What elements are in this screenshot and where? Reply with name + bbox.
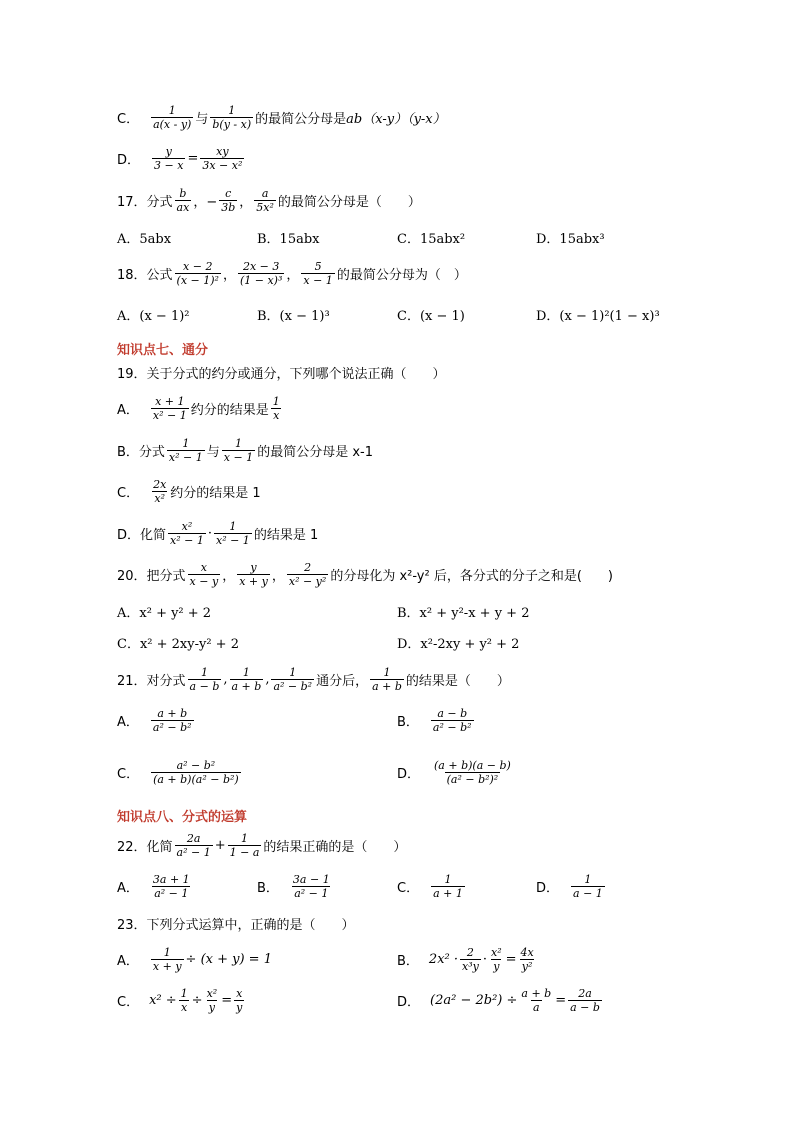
- denominator: a − 1: [573, 886, 603, 900]
- q22-option-c: [397, 866, 467, 906]
- q19-option-d: [117, 513, 318, 553]
- numerator: 1: [444, 872, 452, 886]
- text: 的结果是（ ）: [405, 673, 510, 689]
- denominator: x − y: [189, 574, 219, 588]
- text: D．: [117, 152, 141, 168]
- denominator: x − 1: [303, 273, 333, 287]
- denominator: a² − b²: [432, 720, 472, 734]
- numerator: 1: [228, 103, 236, 117]
- denominator: y: [493, 959, 500, 973]
- q19-option-a: [117, 388, 284, 428]
- denominator: 5x²: [256, 200, 274, 214]
- numerator: a: [261, 186, 269, 200]
- numerator: 1: [584, 872, 592, 886]
- text: D．(x − 1)²(1 − x)³: [536, 308, 660, 324]
- fraction: [205, 987, 220, 1014]
- numerator: b: [179, 186, 187, 200]
- q18-option-b: [257, 296, 330, 332]
- text: A．: [117, 953, 139, 969]
- numerator: 1: [182, 436, 190, 450]
- numerator: x²: [206, 986, 218, 1000]
- fraction: [152, 145, 185, 172]
- fraction: [230, 666, 264, 693]
- q17-option-a: [117, 219, 171, 255]
- text: 与: [206, 444, 220, 460]
- q16-option-c: C． $\frac{1}{a(x - y)}$ 与 $\frac{1}{b(y - x)}$ 的最简公分母是 ab（x-y）（y-x）: [117, 103, 446, 131]
- numerator: 1: [168, 103, 176, 117]
- denominator: x + y: [152, 959, 182, 973]
- q18-option-c: [397, 296, 465, 332]
- q21-option-a: [117, 700, 196, 740]
- text: B．: [397, 953, 419, 969]
- text: 的最简公分母是 x-1: [257, 444, 373, 460]
- denominator: x² − 1: [215, 533, 250, 547]
- numerator: 1: [383, 665, 391, 679]
- q18-stem: [117, 253, 467, 293]
- fraction: [432, 759, 513, 786]
- denominator: (x − 1)²: [176, 273, 219, 287]
- denominator: a − b: [189, 679, 220, 693]
- text: 约分的结果是: [190, 402, 269, 418]
- q19-option-b: [117, 430, 373, 470]
- numerator: 3a − 1: [292, 872, 330, 886]
- q22-option-b: [257, 866, 334, 906]
- fraction: [238, 260, 284, 287]
- fraction: [271, 395, 282, 422]
- q23-stem: [117, 903, 355, 943]
- section-heading: 知识点七、通分: [117, 343, 209, 358]
- denominator: x³y: [462, 959, 479, 973]
- q20-option-c: [117, 624, 239, 660]
- text: ，: [222, 568, 236, 584]
- fraction: [234, 987, 244, 1014]
- numerator: 1: [163, 945, 171, 959]
- denominator: a² − 1: [294, 886, 329, 900]
- text: B．: [257, 880, 279, 896]
- denominator: y²: [521, 959, 533, 973]
- q17-option-d: [536, 219, 605, 255]
- denominator: (a + b)(a² − b²): [153, 772, 239, 786]
- section-heading: 知识点八、分式的运算: [117, 810, 248, 825]
- text: D．15abx³: [536, 231, 605, 247]
- q21-stem: [117, 659, 510, 699]
- numerator: 1: [289, 665, 297, 679]
- text: =: [555, 992, 567, 1008]
- text: A．(x − 1)²: [117, 308, 190, 324]
- fraction: [151, 873, 192, 900]
- text: =: [221, 992, 233, 1008]
- numerator: a + b: [521, 986, 552, 1000]
- numerator: 2: [466, 945, 474, 959]
- text: D．x²-2xy + y² + 2: [397, 636, 520, 652]
- denominator: a(x - y): [153, 117, 192, 131]
- numerator: y: [250, 560, 257, 574]
- text: 2x² ·: [428, 951, 459, 967]
- text: 的结果是 1: [253, 527, 319, 543]
- numerator: 1: [234, 436, 242, 450]
- denominator: 1 − a: [229, 845, 260, 859]
- text: ，: [222, 267, 236, 283]
- q17-stem: [117, 180, 421, 220]
- fraction: [519, 946, 536, 973]
- fraction: [287, 561, 328, 588]
- text: C．: [397, 880, 420, 896]
- text: 的最简公分母是（ ）: [277, 194, 421, 210]
- text: ·: [207, 525, 212, 541]
- q23-option-d: [397, 980, 604, 1020]
- text: +: [214, 837, 226, 853]
- text: x² ÷: [149, 992, 177, 1008]
- denominator: a + 1: [433, 886, 463, 900]
- numerator: 1: [200, 665, 208, 679]
- text: C．: [117, 485, 140, 501]
- fraction: [179, 987, 190, 1014]
- text: ，: [271, 568, 285, 584]
- text: B．: [397, 714, 419, 730]
- q17-option-b: [257, 219, 320, 255]
- q18-option-d: [536, 296, 660, 332]
- text: 的最简公分母为（ ）: [336, 267, 467, 283]
- numerator: a − b: [437, 706, 468, 720]
- numerator: 1: [242, 665, 250, 679]
- text: 19．关于分式的约分或通分，下列哪个说法正确（ ）: [117, 366, 446, 382]
- fraction: [222, 437, 255, 464]
- fraction: [210, 104, 253, 131]
- fraction: [519, 987, 553, 1014]
- text: D．: [397, 766, 421, 782]
- numerator: x²: [490, 945, 502, 959]
- q22-option-a: [117, 866, 194, 906]
- fraction: [370, 666, 404, 693]
- fraction: [214, 520, 252, 547]
- fraction: [151, 759, 241, 786]
- text: C．: [117, 994, 140, 1010]
- numerator: 2a: [186, 831, 201, 845]
- q20-stem: [117, 554, 613, 594]
- fraction: [151, 104, 193, 131]
- denominator: ax: [176, 200, 190, 214]
- text: 18．公式: [117, 267, 173, 283]
- q21-option-d: [397, 752, 515, 792]
- numerator: y: [165, 144, 172, 158]
- fraction: [151, 478, 168, 505]
- fraction: [254, 187, 276, 214]
- q19-stem: [117, 352, 446, 392]
- fraction: [571, 873, 605, 900]
- denominator: x: [273, 408, 280, 422]
- numerator: a² − b²: [176, 758, 216, 772]
- denominator: x² − 1: [152, 408, 187, 422]
- numerator: 1: [229, 519, 237, 533]
- denominator: x² − y²: [288, 574, 327, 588]
- text: 的分母化为 x²-y² 后，各分式的分子之和是( ): [330, 568, 613, 584]
- denominator: x: [181, 1000, 188, 1014]
- text: ÷: [191, 992, 203, 1008]
- text: D．: [397, 994, 421, 1010]
- text: 21．对分式: [117, 673, 186, 689]
- denominator: a² − 1: [176, 845, 211, 859]
- numerator: 3a + 1: [152, 872, 190, 886]
- denominator: y: [236, 1000, 243, 1014]
- fraction: [291, 873, 332, 900]
- text: 22．化简: [117, 839, 173, 855]
- text: 通分后，: [316, 673, 369, 689]
- fraction: [175, 260, 221, 287]
- denominator: a² − b²: [152, 720, 192, 734]
- fraction: [219, 187, 237, 214]
- numerator: xy: [216, 144, 229, 158]
- numerator: a + b: [157, 706, 188, 720]
- fraction: [489, 946, 504, 973]
- numerator: 1: [272, 394, 280, 408]
- denominator: a² − 1: [154, 886, 189, 900]
- q16-option-d: [117, 138, 246, 178]
- fraction: [188, 561, 221, 588]
- fraction: [188, 666, 222, 693]
- text: =: [505, 951, 517, 967]
- text: B．x² + y²-x + y + 2: [397, 605, 530, 621]
- numerator: 1: [241, 831, 249, 845]
- text: ÷ (x + y) = 1: [185, 951, 272, 967]
- numerator: x + 1: [155, 394, 185, 408]
- numerator: 2x: [153, 477, 167, 491]
- numerator: 1: [180, 986, 188, 1000]
- text: ，: [239, 194, 253, 210]
- numerator: 2: [304, 560, 312, 574]
- denominator: x + y: [239, 574, 268, 588]
- fraction: [175, 832, 213, 859]
- fraction: [228, 832, 262, 859]
- fraction: [237, 561, 270, 588]
- q23-option-a: [117, 939, 272, 979]
- text: D．: [536, 880, 560, 896]
- fraction: [568, 987, 602, 1014]
- numerator: x: [236, 986, 243, 1000]
- fraction: [200, 145, 244, 172]
- numerator: 2x − 3: [242, 259, 280, 273]
- text: 17．分式: [117, 194, 173, 210]
- denominator: a − b: [570, 1000, 600, 1014]
- q19-option-c: [117, 471, 261, 511]
- denominator: 3b: [221, 200, 236, 214]
- denominator: 3x − x²: [202, 158, 243, 172]
- denominator: y: [208, 1000, 215, 1014]
- text: ,: [223, 671, 228, 687]
- text: A．: [117, 402, 139, 418]
- q17-option-c: [397, 219, 465, 255]
- text: D．化简: [117, 527, 167, 543]
- q22-option-d: [536, 866, 607, 906]
- denominator: x − 1: [223, 450, 254, 464]
- q20-option-d: [397, 624, 519, 660]
- text: ，: [286, 267, 300, 283]
- fraction: [431, 873, 465, 900]
- denominator: a + b: [231, 679, 262, 693]
- text: B．(x − 1)³: [257, 308, 330, 324]
- fraction: [301, 260, 334, 287]
- text: A．5abx: [117, 231, 172, 247]
- denominator: x²: [154, 491, 165, 505]
- text: C．15abx²: [397, 231, 466, 247]
- fraction: [271, 666, 314, 693]
- fraction: [167, 437, 205, 464]
- denominator: a + b: [372, 679, 402, 693]
- fraction: [460, 946, 481, 973]
- numerator: x: [200, 560, 207, 574]
- text: 的结果正确的是（ ）: [263, 839, 407, 855]
- text: ·: [482, 951, 487, 967]
- numerator: 4x: [520, 945, 534, 959]
- text: A．: [117, 880, 139, 896]
- fraction: [151, 707, 194, 734]
- numerator: 2a: [578, 986, 592, 1000]
- text: 约分的结果是 1: [170, 485, 261, 501]
- fraction: [151, 946, 184, 973]
- denominator: a: [533, 1000, 540, 1014]
- numerator: c: [225, 186, 232, 200]
- denominator: x² − 1: [168, 450, 203, 464]
- text: B．15abx: [257, 231, 320, 247]
- text: (2a² − 2b²) ÷: [430, 992, 518, 1008]
- q21-option-c: [117, 752, 243, 792]
- q22-stem: [117, 825, 406, 865]
- q21-option-b: [397, 700, 476, 740]
- q23-option-c: [117, 980, 246, 1020]
- text: C．(x − 1): [397, 308, 465, 324]
- numerator: x − 2: [183, 259, 213, 273]
- denominator: b(y - x): [212, 117, 252, 131]
- fraction: [431, 707, 474, 734]
- denominator: a² − b²: [273, 679, 313, 693]
- numerator: (a + b)(a − b): [434, 758, 511, 772]
- text: 20．把分式: [117, 568, 186, 584]
- text: ,: [265, 671, 270, 687]
- denominator: x² − 1: [170, 533, 204, 547]
- text: 23．下列分式运算中，正确的是（ ）: [117, 917, 355, 933]
- q18-option-a: [117, 296, 190, 332]
- denominator: (a² − b²)²: [446, 772, 499, 786]
- text: B．分式: [117, 444, 165, 460]
- text: ，−: [193, 194, 218, 210]
- numerator: x²: [181, 519, 193, 533]
- text: A．x² + y² + 2: [117, 605, 212, 621]
- numerator: 5: [314, 259, 322, 273]
- fraction: [168, 520, 206, 547]
- denominator: 3 − x: [154, 158, 184, 172]
- fraction: [151, 395, 189, 422]
- text: C．x² + 2xy-y² + 2: [117, 636, 239, 652]
- fraction: [175, 187, 192, 214]
- text: C．: [117, 766, 140, 782]
- denominator: (1 − x)³: [239, 273, 283, 287]
- text: =: [187, 150, 199, 166]
- q23-option-b: [397, 939, 538, 979]
- text: A．: [117, 714, 139, 730]
